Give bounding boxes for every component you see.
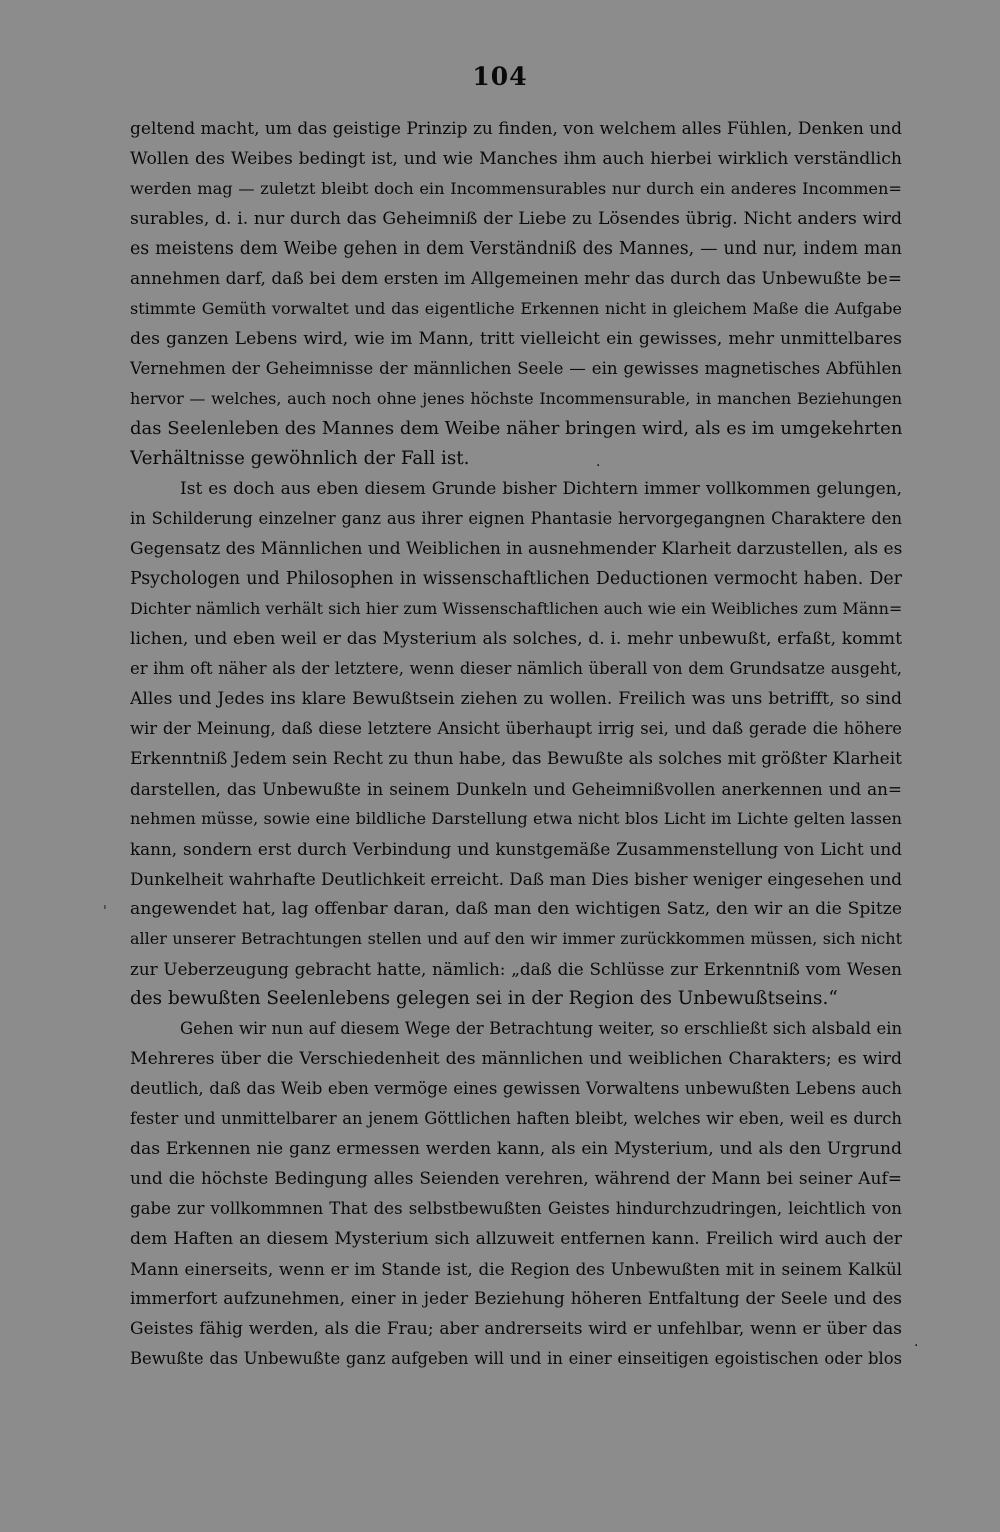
- text-line: wir der Meinung, daß diese letztere Ansicht überhaupt irrig sei, und daß gerade die höhere: [130, 719, 902, 738]
- text-line: fester und unmittelbarer an jenem Göttlichen haften bleibt, welches wir eben, weil es durch: [130, 1109, 902, 1128]
- text-line: hervor — welches, auch noch ohne jenes höchste Incommensurable, in manchen Beziehungen: [130, 389, 902, 408]
- text-line: annehmen darf, daß bei dem ersten im Allgemeinen mehr das durch das Unbewußte be=: [130, 269, 902, 289]
- text-line: das Erkennen nie ganz ermessen werden kann, als ein Mysterium, und als den Urgrund: [130, 1139, 902, 1159]
- text-line: Dunkelheit wahrhafte Deutlichkeit erreicht. Daß man Dies bisher weniger eingesehen und: [130, 869, 902, 889]
- text-line: lichen, und eben weil er das Mysterium als solches, d. i. mehr unbewußt, erfaßt, kommt: [130, 629, 902, 649]
- text-line: geltend macht, um das geistige Prinzip zu finden, von welchem alles Fühlen, Denken und: [130, 119, 902, 139]
- text-line: es meistens dem Weibe gehen in dem Verständniß des Mannes, — und nur, indem man: [130, 239, 902, 259]
- text-line: des bewußten Seelenlebens gelegen sei in der Region des Unbewußtseins.“: [130, 988, 838, 1009]
- text-line: Gegensatz des Männlichen und Weiblichen in ausnehmender Klarheit darzustellen, als es: [130, 539, 902, 559]
- text-line: deutlich, daß das Weib eben vermöge eines gewissen Vorwaltens unbewußten Lebens auch: [130, 1079, 902, 1098]
- text-line: und die höchste Bedingung alles Seienden verehren, während der Mann bei seiner Auf=: [130, 1169, 902, 1189]
- text-line: gabe zur vollkommnen That des selbstbewußten Geistes hindurchzudringen, leichtlich von: [130, 1199, 902, 1218]
- text-line: Psychologen und Philosophen in wissenschaftlichen Deductionen vermocht haben. Der: [130, 569, 902, 589]
- text-line: er ihm oft näher als der letztere, wenn dieser nämlich überall von dem Grundsatze ausgeht,: [130, 659, 902, 678]
- text-line: Mehreres über die Verschiedenheit des männlichen und weiblichen Charakters; es wird: [130, 1049, 902, 1069]
- text-line: Verhältnisse gewöhnlich der Fall ist.: [130, 448, 470, 469]
- text-line: in Schilderung einzelner ganz aus ihrer eignen Phantasie hervorgegangnen Charaktere den: [130, 509, 902, 528]
- body-text: [130, 114, 902, 1374]
- text-line: Ist es doch aus eben diesem Grunde bisher Dichtern immer vollkommen gelungen,: [180, 479, 902, 499]
- text-line: Bewußte das Unbewußte ganz aufgeben will und in einer einseitigen egoistischen oder blos: [130, 1349, 902, 1368]
- text-line: Alles und Jedes ins klare Bewußtsein ziehen zu wollen. Freilich was uns betrifft, so sind: [130, 689, 902, 709]
- text-line: Dichter nämlich verhält sich hier zum Wissenschaftlichen auch wie ein Weibliches zum Männ=: [130, 599, 902, 618]
- text-line: kann, sondern erst durch Verbindung und kunstgemäße Zusammenstellung von Licht und: [130, 839, 902, 859]
- text-line: angewendet hat, lag offenbar daran, daß man den wichtigen Satz, den wir an die Spitze: [130, 899, 902, 919]
- text-line: das Seelenleben des Mannes dem Weibe näher bringen wird, als es im umgekehrten: [130, 418, 902, 439]
- text-line: darstellen, das Unbewußte in seinem Dunkeln und Geheimnißvollen anerkennen und an=: [130, 779, 902, 799]
- text-line: zur Ueberzeugung gebracht hatte, nämlich: „daß die Schlüsse zur Erkenntniß vom Wesen: [130, 959, 902, 979]
- text-line: Wollen des Weibes bedingt ist, und wie Manches ihm auch hierbei wirklich verständlich: [130, 149, 902, 169]
- text-line: aller unserer Betrachtungen stellen und auf den wir immer zurückkommen müssen, sich nicht: [130, 929, 902, 948]
- text-line: immerfort aufzunehmen, einer in jeder Beziehung höheren Entfaltung der Seele und des: [130, 1289, 902, 1309]
- text-line: des ganzen Lebens wird, wie im Mann, tritt vielleicht ein gewisses, mehr unmittelbares: [130, 329, 902, 349]
- margin-speck: .: [914, 1334, 919, 1350]
- text-line: Gehen wir nun auf diesem Wege der Betrachtung weiter, so erschließt sich alsbald ein: [180, 1019, 902, 1038]
- margin-speck: ˈ: [103, 904, 107, 920]
- page-number: 104: [472, 62, 528, 91]
- text-line: dem Haften an diesem Mysterium sich allzuweit entfernen kann. Freilich wird auch der: [130, 1229, 902, 1249]
- text-line: surables, d. i. nur durch das Geheimniß der Liebe zu Lösendes übrig. Nicht anders wird: [130, 209, 902, 229]
- text-line: Mann einerseits, wenn er im Stande ist, die Region des Unbewußten mit in seinem Kalkül: [130, 1259, 902, 1279]
- text-line: Vernehmen der Geheimnisse der männlichen Seele — ein gewisses magnetisches Abfühlen: [130, 359, 902, 378]
- text-line: Erkenntniß Jedem sein Recht zu thun habe, das Bewußte als solches mit größter Klarheit: [130, 749, 902, 769]
- text-line: werden mag — zuletzt bleibt doch ein Incommensurables nur durch ein anderes Incommen=: [130, 179, 902, 198]
- text-line: stimmte Gemüth vorwaltet und das eigentliche Erkennen nicht in gleichem Maße die Aufgabe: [130, 299, 902, 318]
- text-line: nehmen müsse, sowie eine bildliche Darstellung etwa nicht blos Licht im Lichte gelten lassen: [130, 809, 902, 828]
- margin-speck: ·: [596, 458, 601, 474]
- text-line: Geistes fähig werden, als die Frau; aber andrerseits wird er unfehlbar, wenn er über das: [130, 1319, 902, 1339]
